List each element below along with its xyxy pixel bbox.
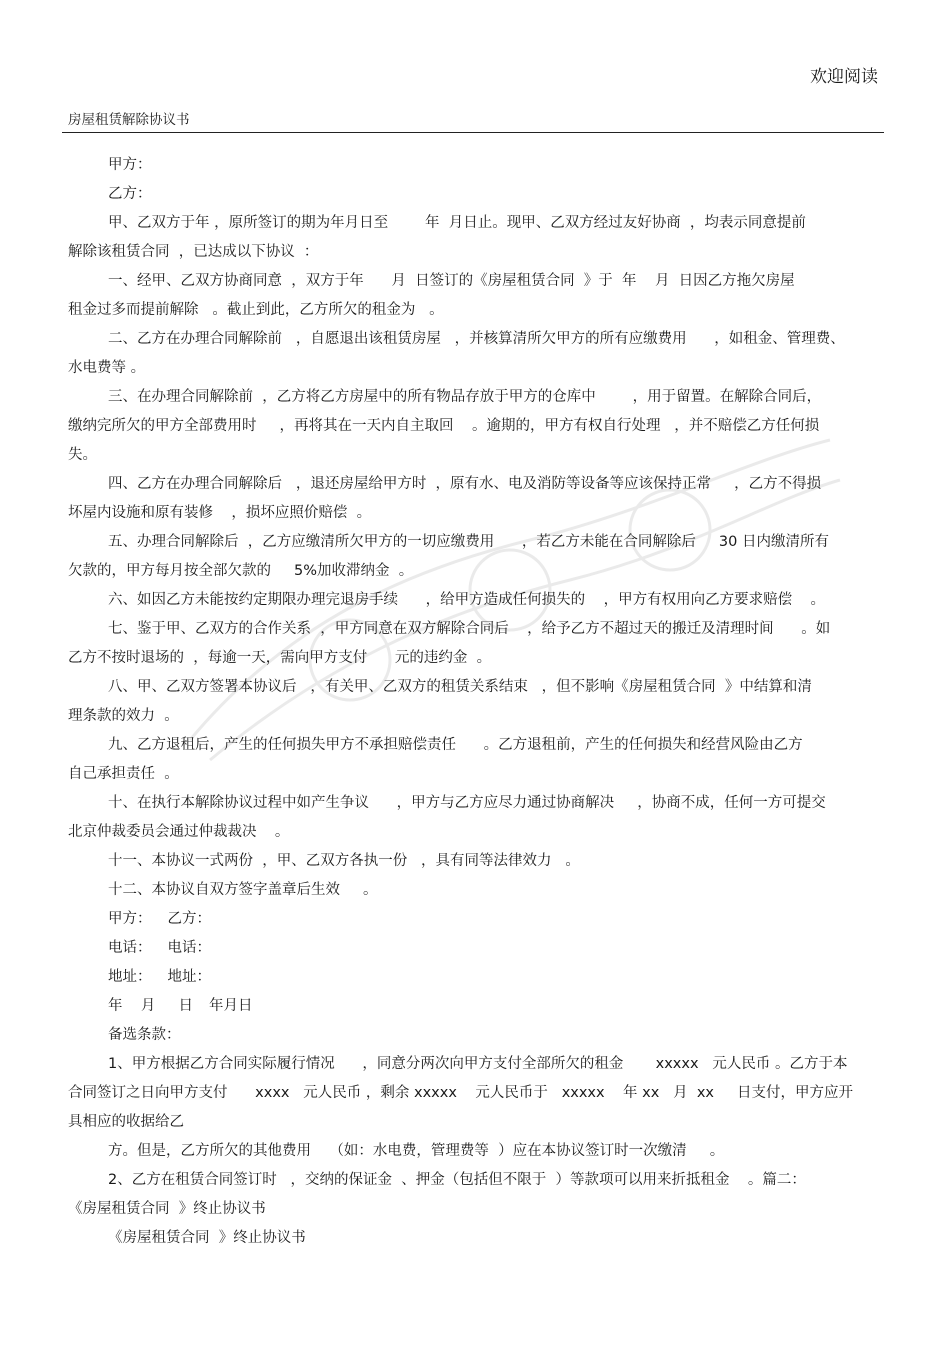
text-line: 租金过多而提前解除 。截止到此，乙方所欠的租金为 。: [68, 302, 444, 318]
text-line: 《房屋租赁合同 》终止协议书: [108, 1230, 306, 1246]
text-line: 五、办理合同解除后 ，乙方应缴清所欠甲方的一切应缴费用 ，若乙方未能在合同解除后 30 日内缴清所有: [108, 534, 829, 550]
optional-clauses: [68, 1053, 890, 1256]
text-line: 欠款的，甲方每月按全部欠款的 5%加收滞纳金 。: [68, 563, 414, 579]
text-line: 1、甲方根据乙方合同实际履行情况 ，同意分两次向甲方支付全部所欠的租金 xxxxx 元人民币 。乙方于本: [108, 1056, 848, 1072]
text-line: 八、甲、乙双方签署本协议后 ，有关甲、乙双方的租赁关系结束 ，但不影响《房屋租赁合同 》中结算和清: [108, 679, 812, 695]
text-line: 九、乙方退租后，产生的任何损失甲方不承担赔偿责任 。乙方退租前，产生的任何损失和经营风险由乙方: [108, 737, 803, 753]
text-line: 坏屋内设施和原有装修 ，损坏应照价赔偿 。: [68, 505, 372, 521]
signature-row: [68, 995, 890, 1024]
text-line: 甲、乙双方于年 ，原所签订的期为年月日至 年 月日止。现甲、乙双方经过友好协商 ，均表示同意提前: [108, 215, 806, 231]
text-line: 一、经甲、乙双方协商同意 ，双方于年 月 日签订的《房屋租赁合同 》于 年 月 日因乙方拖欠房屋: [108, 273, 795, 289]
text-line: 十一、本协议一式两份 ，甲、乙双方各执一份 ，具有同等法律效力 。: [108, 853, 580, 869]
signature-row: [68, 937, 890, 966]
optional-heading: 备选条款：: [108, 1027, 181, 1043]
text-line: 十二、本协议自双方签字盖章后生效 。: [108, 882, 378, 898]
signature-left-label: 甲方：: [108, 911, 152, 927]
text-line: 北京仲裁委员会通过仲裁裁决 。: [68, 824, 290, 840]
text-line: 六、如因乙方未能按约定期限办理完退房手续 ，给甲方造成任何损失的 ，甲方有权用向乙方要求赔偿 。: [108, 592, 826, 608]
signature-row: [68, 908, 890, 937]
text-line: 2、乙方在租赁合同签订时 ，交纳的保证金 、押金（包括但不限于 ）等款项可以用来折抵租金 。篇二：: [108, 1172, 806, 1188]
text-line: 解除该租赁合同 ，已达成以下协议 ：: [68, 244, 319, 260]
signature-block: [68, 908, 890, 1024]
signature-right-label: 乙方：: [167, 911, 211, 927]
text-line: 合同签订之日向甲方支付 xxxx 元人民币 ，剩余 xxxxx 元人民币于 xxxxx 年 xx 月 xx 日支付，甲方应开: [68, 1085, 854, 1101]
signature-right-label: 电话：: [167, 940, 211, 956]
agreement-clauses: [68, 154, 890, 908]
text-line: 乙方：: [108, 186, 152, 202]
welcome-header: 欢迎阅读: [810, 67, 878, 87]
text-line: 具相应的收据给乙: [68, 1114, 184, 1130]
text-line: 《房屋租赁合同 》终止协议书: [68, 1201, 266, 1217]
text-line: 十、在执行本解除协议过程中如产生争议 ，甲方与乙方应尽力通过协商解决 ，协商不成，任何一方可提交: [108, 795, 826, 811]
text-line: 四、乙方在办理合同解除后 ，退还房屋给甲方时 ，原有水、电及消防等设备等应该保持正常 ，乙方不得损: [108, 476, 822, 492]
text-line: 三、在办理合同解除前 ，乙方将乙方房屋中的所有物品存放于甲方的仓库中 ，用于留置。在解除合同后，: [108, 389, 822, 405]
text-line: 方。但是，乙方所欠的其他费用 （如：水电费，管理费等 ）应在本协议签订时一次缴清 。: [108, 1143, 725, 1159]
text-line: 甲方：: [108, 157, 152, 173]
text-line: 水电费等 。: [68, 360, 146, 376]
text-line: 失。: [68, 447, 97, 463]
text-line: 七、鉴于甲、乙双方的合作关系 ，甲方同意在双方解除合同后 ，给予乙方不超过天的搬迁及清理时间 。如: [108, 621, 831, 637]
header-divider: [62, 132, 884, 133]
text-line: 自己承担责任 。: [68, 766, 179, 782]
signature-right-label: 地址：: [167, 969, 211, 985]
text-line: 理条款的效力 。: [68, 708, 179, 724]
signature-left-label: 年 月 日: [108, 998, 193, 1014]
text-line: 乙方不按时退场的 ，每逾一天，需向甲方支付 元的违约金 。: [68, 650, 492, 666]
text-line: 缴纳完所欠的甲方全部费用时 ，再将其在一天内自主取回 。逾期的，甲方有权自行处理 ，并不赔偿乙方任何损: [68, 418, 820, 434]
document-title: 房屋租赁解除协议书: [68, 112, 190, 128]
signature-row: [68, 966, 890, 995]
signature-right-label: 年月日: [208, 998, 253, 1014]
document-body: [68, 154, 890, 1256]
text-line: 二、乙方在办理合同解除前 ，自愿退出该租赁房屋 ，并核算清所欠甲方的所有应缴费用 ，如租金、管理费、: [108, 331, 845, 347]
signature-left-label: 电话：: [108, 940, 152, 956]
signature-left-label: 地址：: [108, 969, 152, 985]
